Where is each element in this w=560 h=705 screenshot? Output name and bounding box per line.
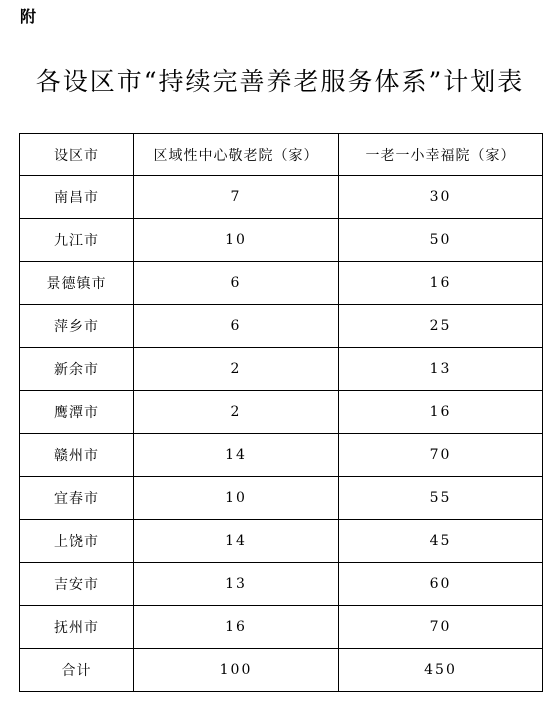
- header-city: 设区市: [20, 134, 134, 176]
- happy-count-cell: 60: [339, 563, 543, 606]
- center-count-cell: 2: [134, 348, 339, 391]
- center-count-cell: 10: [134, 219, 339, 262]
- table-row: [20, 176, 543, 219]
- happy-count-cell: 13: [339, 348, 543, 391]
- center-count-cell: 14: [134, 520, 339, 563]
- city-cell: 鹰潭市: [20, 391, 134, 434]
- table-row: [20, 391, 543, 434]
- city-cell: 景德镇市: [20, 262, 134, 305]
- total-label-cell: 合计: [20, 649, 134, 692]
- appendix-label: 附: [20, 7, 37, 26]
- city-cell: 赣州市: [20, 434, 134, 477]
- city-cell: 新余市: [20, 348, 134, 391]
- city-cell: 萍乡市: [20, 305, 134, 348]
- center-count-cell: 6: [134, 305, 339, 348]
- happy-count-cell: 70: [339, 606, 543, 649]
- happy-count-cell: 16: [339, 262, 543, 305]
- header-center-nursing-home: 区域性中心敬老院（家）: [134, 134, 339, 176]
- city-cell: 南昌市: [20, 176, 134, 219]
- table-total-row: [20, 649, 543, 692]
- table-row: [20, 563, 543, 606]
- happy-count-cell: 45: [339, 520, 543, 563]
- plan-table: [19, 133, 543, 692]
- happy-count-cell: 16: [339, 391, 543, 434]
- city-cell: 上饶市: [20, 520, 134, 563]
- total-center-count-cell: 100: [134, 649, 339, 692]
- center-count-cell: 2: [134, 391, 339, 434]
- center-count-cell: 7: [134, 176, 339, 219]
- happy-count-cell: 50: [339, 219, 543, 262]
- table-row: [20, 520, 543, 563]
- table-row: [20, 477, 543, 520]
- total-happy-count-cell: 450: [339, 649, 543, 692]
- city-cell: 吉安市: [20, 563, 134, 606]
- table-row: [20, 606, 543, 649]
- city-cell: 宜春市: [20, 477, 134, 520]
- header-happiness-home: 一老一小幸福院（家）: [339, 134, 543, 176]
- city-cell: 抚州市: [20, 606, 134, 649]
- center-count-cell: 6: [134, 262, 339, 305]
- city-cell: 九江市: [20, 219, 134, 262]
- table-row: [20, 262, 543, 305]
- table-row: [20, 305, 543, 348]
- happy-count-cell: 55: [339, 477, 543, 520]
- center-count-cell: 10: [134, 477, 339, 520]
- table-row: [20, 434, 543, 477]
- center-count-cell: 13: [134, 563, 339, 606]
- table-row: [20, 348, 543, 391]
- happy-count-cell: 30: [339, 176, 543, 219]
- happy-count-cell: 25: [339, 305, 543, 348]
- center-count-cell: 14: [134, 434, 339, 477]
- table-row: [20, 219, 543, 262]
- center-count-cell: 16: [134, 606, 339, 649]
- happy-count-cell: 70: [339, 434, 543, 477]
- document-title: 各设区市“持续完善养老服务体系”计划表: [35, 67, 525, 96]
- table-header-row: [20, 134, 543, 176]
